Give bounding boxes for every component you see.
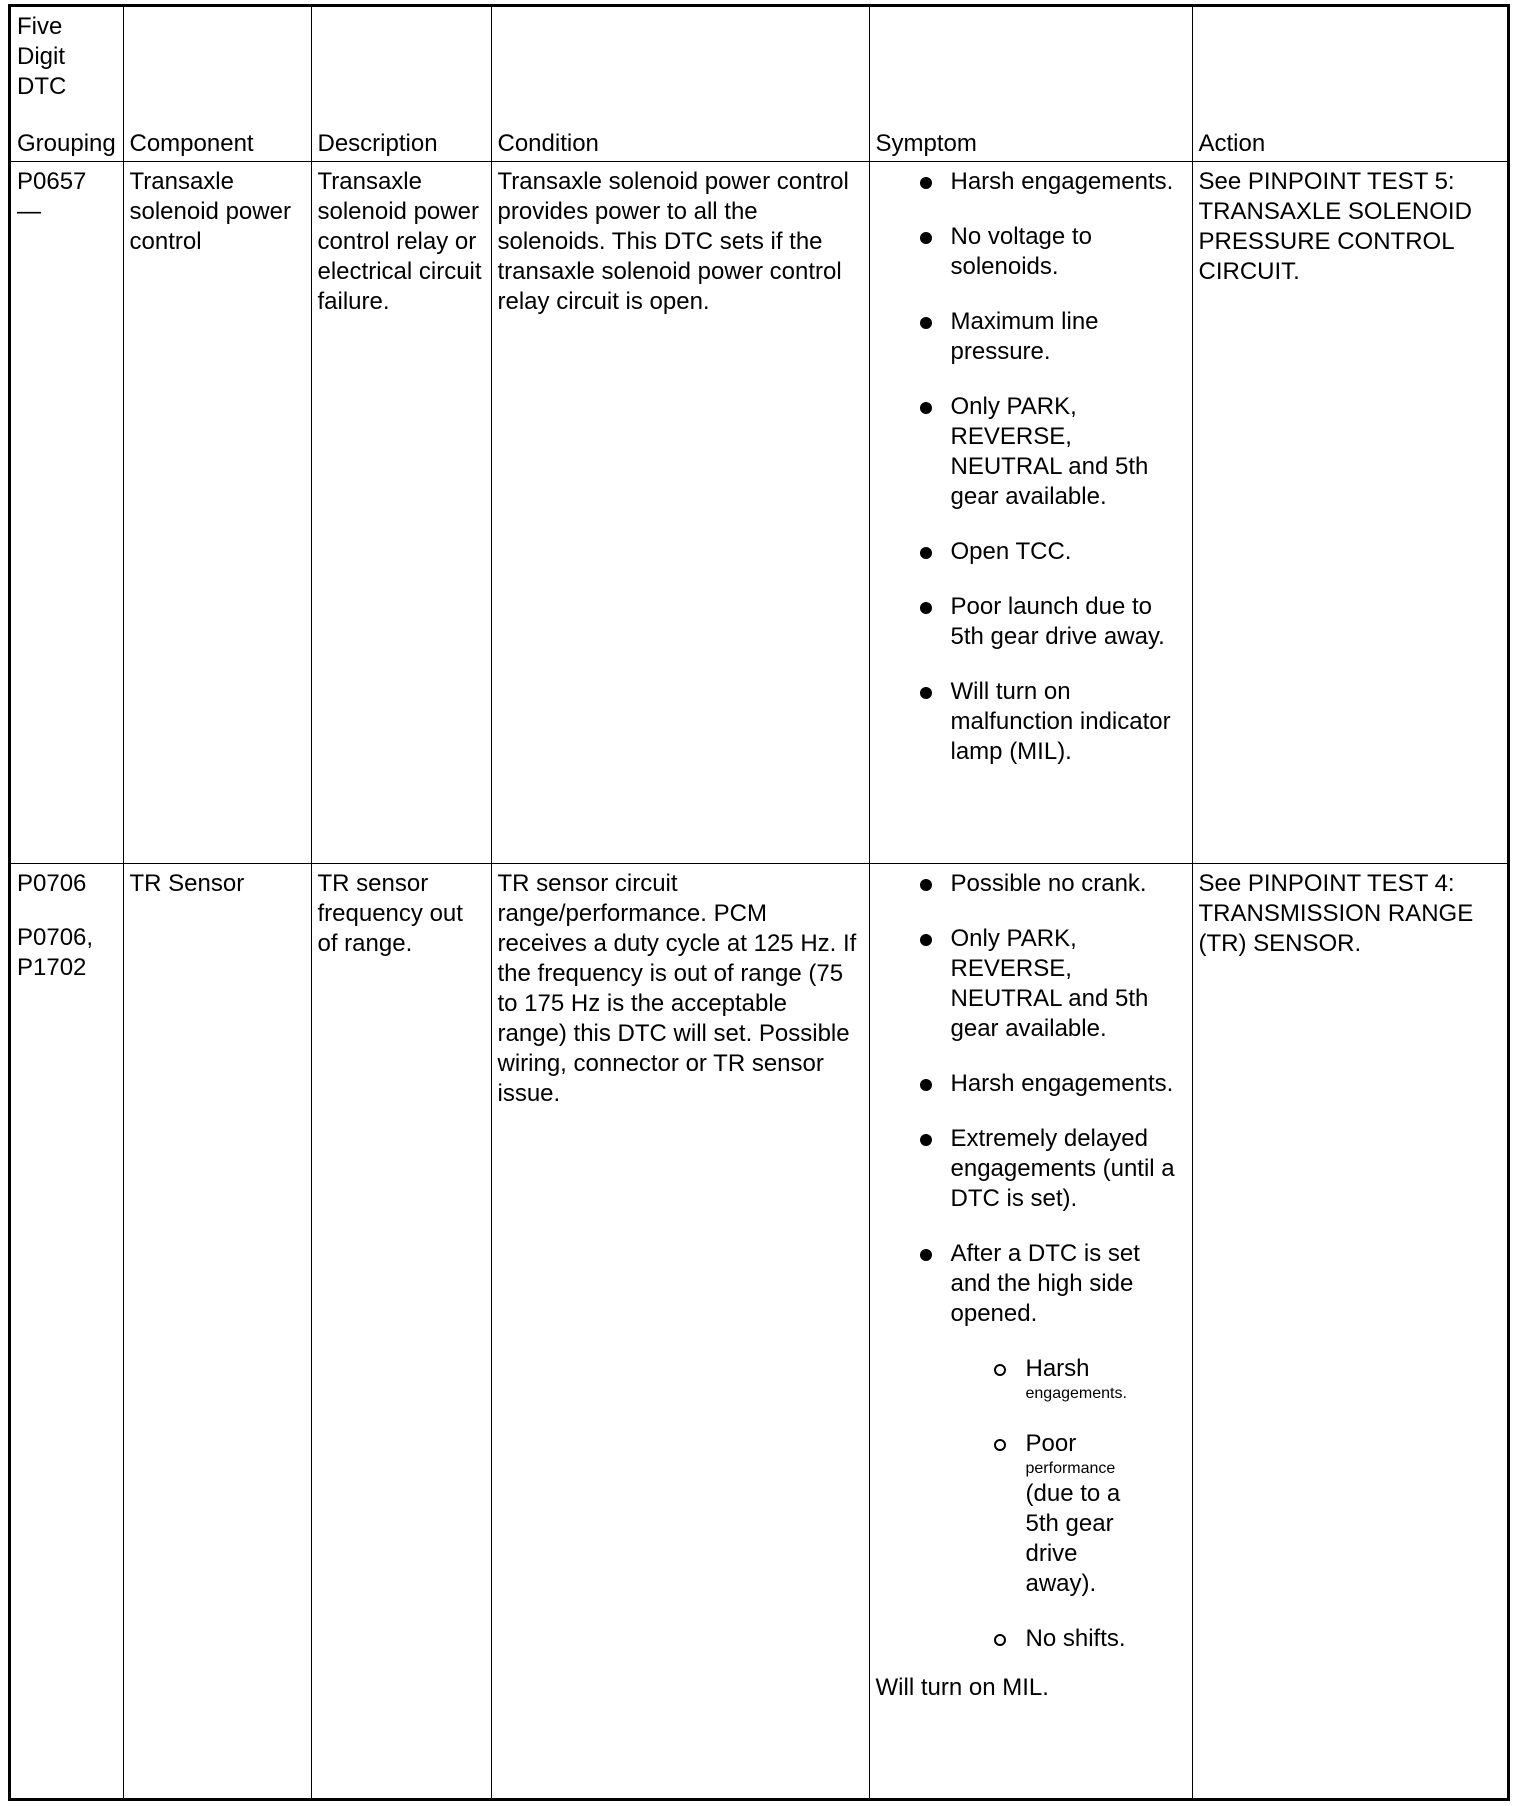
symptom-list <box>876 869 1186 1654</box>
description-cell: TR sensor frequency out of range. <box>311 864 491 1799</box>
sub-symptom-item: No shifts. <box>951 1624 1176 1654</box>
symptom-item: After a DTC is set and the high side opened. Harsh engagements. Poor performance (due to a 5th gear drive away). No shifts. <box>876 1239 1186 1654</box>
symptom-item: Maximum line pressure. <box>876 307 1186 367</box>
symptom-cell <box>869 864 1192 1799</box>
symptom-item: Possible no crank. <box>876 869 1186 899</box>
symptom-item: No voltage to solenoids. <box>876 222 1186 282</box>
header-symptom: Symptom <box>869 7 1192 162</box>
symptom-item: Poor launch due to 5th gear drive away. <box>876 592 1186 652</box>
dtc-table <box>11 7 1507 1798</box>
symptom-cell <box>869 162 1192 864</box>
action-cell: See PINPOINT TEST 5: TRANSAXLE SOLENOID PRESSURE CONTROL CIRCUIT. <box>1192 162 1507 864</box>
dtc-cell: P0657 — <box>11 162 123 864</box>
symptom-item: Only PARK, REVERSE, NEUTRAL and 5th gear available. <box>876 392 1186 512</box>
header-grouping: Five Digit DTC Grouping <box>11 7 123 162</box>
symptom-list <box>876 167 1186 767</box>
condition-cell: Transaxle solenoid power control provides power to all the solenoids. This DTC sets if the transaxle solenoid power control relay circuit is open. <box>491 162 869 864</box>
header-component: Component <box>123 7 311 162</box>
table-row <box>11 864 1507 1799</box>
action-cell: See PINPOINT TEST 4: TRANSMISSION RANGE (TR) SENSOR. <box>1192 864 1507 1799</box>
dtc-cell: P0706 P0706, P1702 <box>11 864 123 1799</box>
symptom-item: Open TCC. <box>876 537 1186 567</box>
symptom-item: Harsh engagements. <box>876 167 1186 197</box>
header-row <box>11 7 1507 162</box>
sub-symptom-list <box>951 1354 1176 1654</box>
description-cell: Transaxle solenoid power control relay or electrical circuit failure. <box>311 162 491 864</box>
symptom-item: Extremely delayed engagements (until a DTC is set). <box>876 1124 1186 1214</box>
sub-symptom-item: Poor performance (due to a 5th gear drive away). <box>951 1429 1176 1599</box>
symptom-footnote: Will turn on MIL. <box>875 1674 1049 1701</box>
symptom-item: Will turn on malfunction indicator lamp (MIL). <box>876 677 1186 767</box>
table-row <box>11 162 1507 864</box>
component-cell: Transaxle solenoid power control <box>123 162 311 864</box>
header-condition: Condition <box>491 7 869 162</box>
dtc-table-frame <box>8 4 1510 1801</box>
symptom-item: Only PARK, REVERSE, NEUTRAL and 5th gear available. <box>876 924 1186 1044</box>
header-action: Action <box>1192 7 1507 162</box>
component-cell: TR Sensor <box>123 864 311 1799</box>
condition-cell: TR sensor circuit range/performance. PCM receives a duty cycle at 125 Hz. If the frequency is out of range (75 to 175 Hz is the acceptable range) this DTC will set. Possible wiring, connector or TR sensor issue. <box>491 864 869 1799</box>
symptom-item: Harsh engagements. <box>876 1069 1186 1099</box>
sub-symptom-item: Harsh engagements. <box>951 1354 1176 1404</box>
header-description: Description <box>311 7 491 162</box>
